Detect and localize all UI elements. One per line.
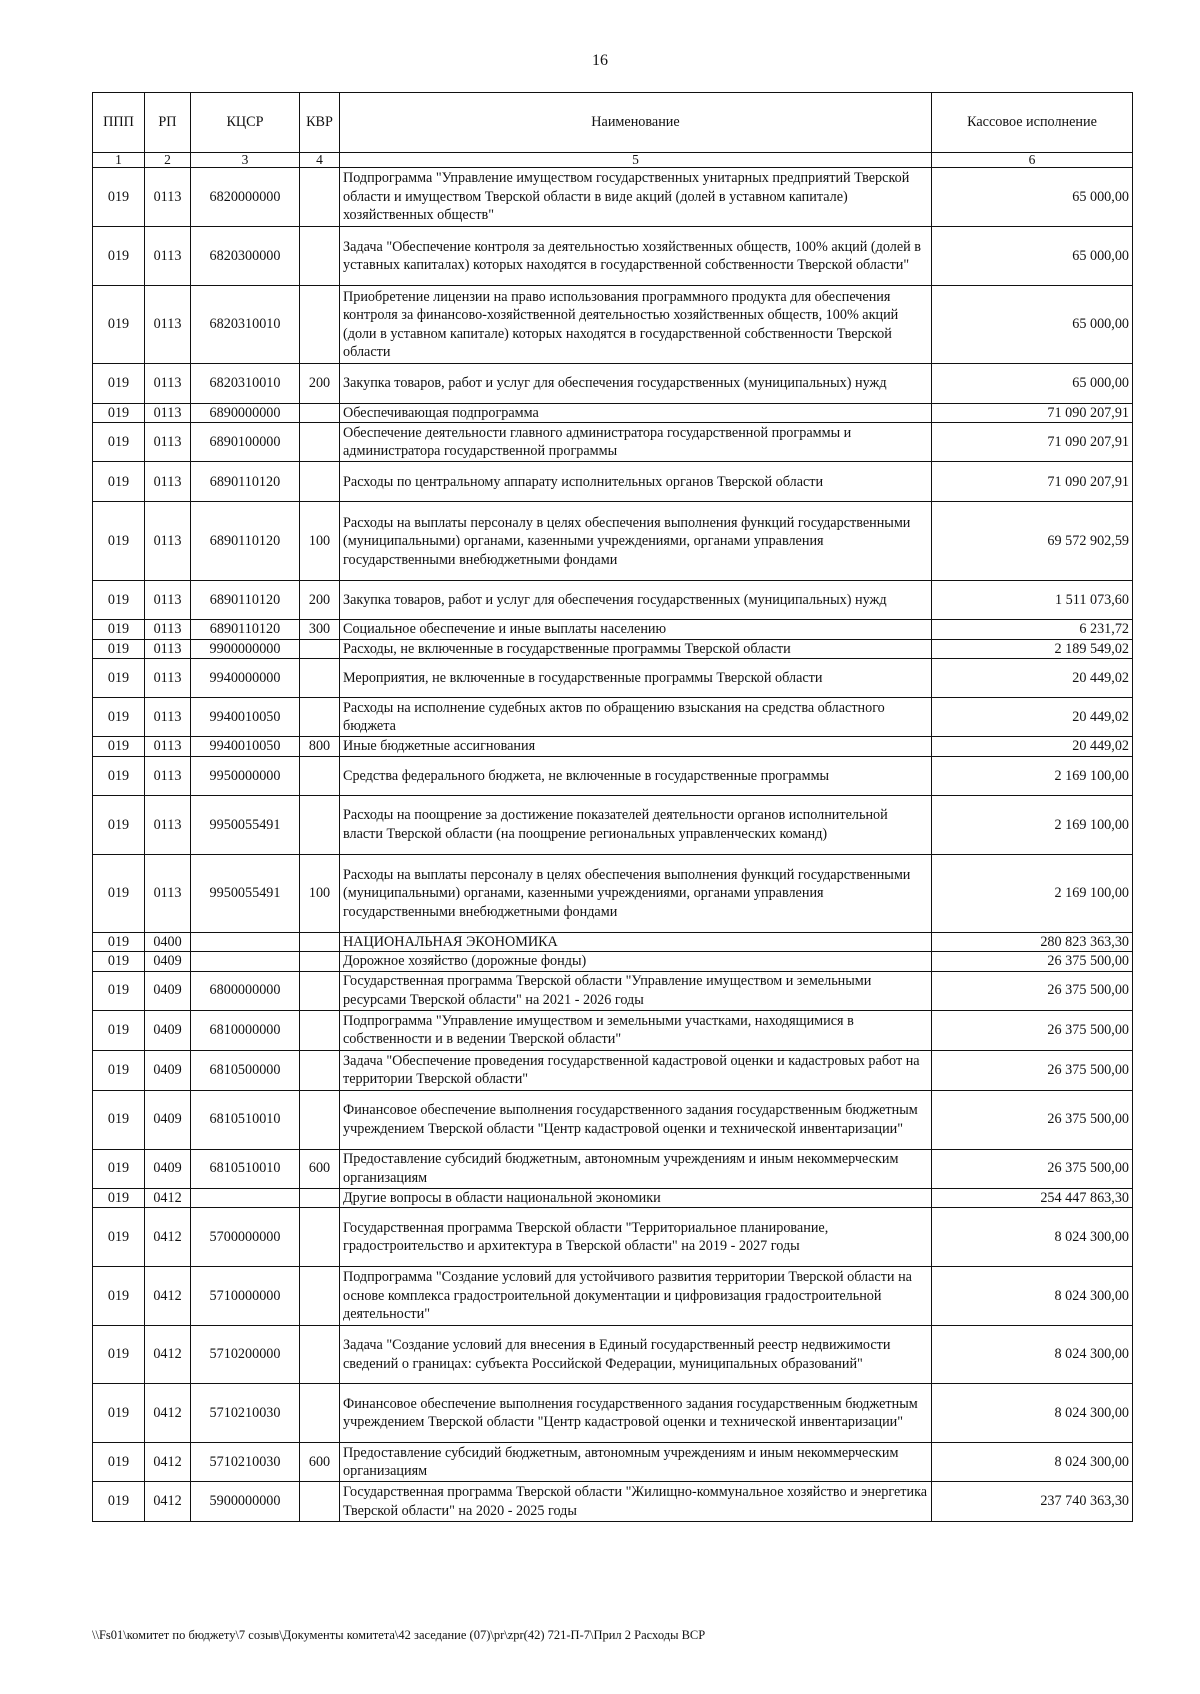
cell-kvr: 100 (300, 854, 340, 932)
cell-name: Расходы на выплаты персоналу в целях обеспечения выполнения функций государственными (муниципальными) органами, казенными учреждениями, органами управления государственными внебюджетными фондами (340, 854, 932, 932)
cell-kvr (300, 952, 340, 971)
cell-name: Государственная программа Тверской области "Территориальное планирование, градостроительство и архитектура в Тверской области" на 2019 - 2027 годы (340, 1208, 932, 1267)
cell-ppp: 019 (93, 1188, 145, 1207)
cell-kvr: 300 (300, 620, 340, 639)
table-row (93, 1267, 1133, 1326)
cell-kcsr: 9900000000 (191, 639, 300, 658)
cell-ppp: 019 (93, 227, 145, 286)
cell-kvr: 600 (300, 1149, 340, 1188)
cell-rp: 0409 (145, 1010, 191, 1050)
cell-kvr (300, 1482, 340, 1522)
cell-amount: 6 231,72 (932, 620, 1133, 639)
cell-name: Расходы, не включенные в государственные программы Тверской области (340, 639, 932, 658)
cell-kcsr: 9950055491 (191, 795, 300, 854)
cell-kcsr: 9950000000 (191, 756, 300, 795)
cell-ppp: 019 (93, 698, 145, 737)
header-ppp: ППП (93, 93, 145, 153)
cell-rp: 0412 (145, 1267, 191, 1326)
cell-kvr (300, 1208, 340, 1267)
cell-amount: 26 375 500,00 (932, 1149, 1133, 1188)
cell-rp: 0113 (145, 737, 191, 756)
column-number: 5 (340, 153, 932, 168)
cell-rp: 0409 (145, 952, 191, 971)
cell-rp: 0409 (145, 1090, 191, 1149)
cell-ppp: 019 (93, 1149, 145, 1188)
cell-name: Расходы на исполнение судебных актов по обращению взыскания на средства областного бюджета (340, 698, 932, 737)
cell-kvr (300, 659, 340, 698)
table-row (93, 756, 1133, 795)
cell-name: НАЦИОНАЛЬНАЯ ЭКОНОМИКА (340, 932, 932, 951)
cell-name: Закупка товаров, работ и услуг для обеспечения государственных (муниципальных) нужд (340, 364, 932, 404)
cell-name: Закупка товаров, работ и услуг для обеспечения государственных (муниципальных) нужд (340, 581, 932, 620)
cell-kcsr: 6810510010 (191, 1090, 300, 1149)
cell-ppp: 019 (93, 1208, 145, 1267)
cell-kvr (300, 1267, 340, 1326)
cell-name: Дорожное хозяйство (дорожные фонды) (340, 952, 932, 971)
cell-amount: 71 090 207,91 (932, 462, 1133, 502)
cell-name: Иные бюджетные ассигнования (340, 737, 932, 756)
cell-amount: 26 375 500,00 (932, 952, 1133, 971)
table-row (93, 1010, 1133, 1050)
table-row (93, 423, 1133, 462)
cell-kcsr: 5710210030 (191, 1443, 300, 1482)
cell-name: Обеспечение деятельности главного администратора государственной программы и администратора государственной программы (340, 423, 932, 462)
cell-rp: 0113 (145, 227, 191, 286)
cell-name: Обеспечивающая подпрограмма (340, 404, 932, 423)
cell-kcsr: 6820000000 (191, 168, 300, 227)
cell-amount: 26 375 500,00 (932, 971, 1133, 1010)
cell-kvr (300, 971, 340, 1010)
header-name: Наименование (340, 93, 932, 153)
cell-amount: 8 024 300,00 (932, 1267, 1133, 1326)
file-path-footer: \\Fs01\комитет по бюджету\7 созыв\Документы комитета\42 заседание (07)\pr\zpr(42) 721-П-7\Прил 2 Расходы ВСР (92, 1628, 706, 1642)
cell-name: Социальное обеспечение и иные выплаты населению (340, 620, 932, 639)
cell-kvr (300, 639, 340, 658)
cell-kvr (300, 462, 340, 502)
budget-table (92, 92, 1133, 1522)
cell-amount: 8 024 300,00 (932, 1326, 1133, 1384)
cell-rp: 0113 (145, 404, 191, 423)
cell-amount: 71 090 207,91 (932, 423, 1133, 462)
cell-kvr (300, 1188, 340, 1207)
cell-amount: 26 375 500,00 (932, 1050, 1133, 1090)
cell-kcsr: 5710200000 (191, 1326, 300, 1384)
cell-ppp: 019 (93, 1443, 145, 1482)
cell-amount: 69 572 902,59 (932, 502, 1133, 581)
cell-kvr: 200 (300, 364, 340, 404)
cell-ppp: 019 (93, 581, 145, 620)
cell-amount: 280 823 363,30 (932, 932, 1133, 951)
cell-amount: 237 740 363,30 (932, 1482, 1133, 1522)
table-row (93, 404, 1133, 423)
header-amount: Кассовое исполнение (932, 93, 1133, 153)
cell-ppp: 019 (93, 795, 145, 854)
cell-kcsr: 6890110120 (191, 620, 300, 639)
cell-rp: 0113 (145, 620, 191, 639)
table-row (93, 462, 1133, 502)
cell-amount: 2 169 100,00 (932, 795, 1133, 854)
cell-kcsr: 6800000000 (191, 971, 300, 1010)
cell-kcsr: 6890100000 (191, 423, 300, 462)
column-number: 6 (932, 153, 1133, 168)
header-kcsr: КЦСР (191, 93, 300, 153)
column-number: 4 (300, 153, 340, 168)
cell-kvr: 100 (300, 502, 340, 581)
cell-rp: 0412 (145, 1326, 191, 1384)
cell-ppp: 019 (93, 364, 145, 404)
table-row (93, 932, 1133, 951)
cell-amount: 8 024 300,00 (932, 1443, 1133, 1482)
column-number-row (93, 153, 1133, 168)
cell-rp: 0113 (145, 364, 191, 404)
cell-kcsr: 5900000000 (191, 1482, 300, 1522)
cell-amount: 26 375 500,00 (932, 1090, 1133, 1149)
cell-amount: 65 000,00 (932, 364, 1133, 404)
cell-rp: 0412 (145, 1482, 191, 1522)
cell-kvr: 800 (300, 737, 340, 756)
table-row (93, 952, 1133, 971)
table-row (93, 639, 1133, 658)
table-row (93, 1188, 1133, 1207)
cell-ppp: 019 (93, 932, 145, 951)
cell-kvr: 600 (300, 1443, 340, 1482)
cell-rp: 0412 (145, 1443, 191, 1482)
table-row (93, 698, 1133, 737)
cell-kvr (300, 698, 340, 737)
cell-rp: 0113 (145, 698, 191, 737)
cell-amount: 20 449,02 (932, 698, 1133, 737)
cell-name: Другие вопросы в области национальной экономики (340, 1188, 932, 1207)
cell-name: Задача "Создание условий для внесения в Единый государственный реестр недвижимости сведений о границах: субъекта Российской Федерации, муниципальных образований" (340, 1326, 932, 1384)
cell-kvr (300, 423, 340, 462)
cell-rp: 0113 (145, 462, 191, 502)
cell-kcsr: 6890110120 (191, 502, 300, 581)
cell-amount: 65 000,00 (932, 168, 1133, 227)
cell-name: Расходы на поощрение за достижение показателей деятельности органов исполнительной власти Тверской области (на поощрение региональных управленческих команд) (340, 795, 932, 854)
table-row (93, 581, 1133, 620)
table-row (93, 286, 1133, 364)
cell-name: Расходы на выплаты персоналу в целях обеспечения выполнения функций государственными (муниципальными) органами, казенными учреждениями, органами управления государственными внебюджетными фондами (340, 502, 932, 581)
cell-ppp: 019 (93, 168, 145, 227)
cell-name: Расходы по центральному аппарату исполнительных органов Тверской области (340, 462, 932, 502)
table-row (93, 1443, 1133, 1482)
cell-kvr (300, 1326, 340, 1384)
cell-kvr (300, 1090, 340, 1149)
cell-ppp: 019 (93, 1326, 145, 1384)
cell-rp: 0113 (145, 659, 191, 698)
table-row (93, 1326, 1133, 1384)
table-row (93, 659, 1133, 698)
cell-kcsr (191, 932, 300, 951)
table-row (93, 1384, 1133, 1443)
cell-rp: 0409 (145, 971, 191, 1010)
cell-kvr (300, 227, 340, 286)
cell-ppp: 019 (93, 1050, 145, 1090)
cell-rp: 0113 (145, 639, 191, 658)
cell-kvr (300, 1384, 340, 1443)
cell-rp: 0412 (145, 1384, 191, 1443)
page-number: 16 (592, 52, 608, 69)
cell-ppp: 019 (93, 462, 145, 502)
cell-ppp: 019 (93, 423, 145, 462)
cell-kcsr: 5700000000 (191, 1208, 300, 1267)
cell-name: Задача "Обеспечение проведения государственной кадастровой оценки и кадастровых работ на территории Тверской области" (340, 1050, 932, 1090)
header-row (93, 93, 1133, 153)
cell-kcsr: 6890000000 (191, 404, 300, 423)
column-number: 2 (145, 153, 191, 168)
header-kvr: КВР (300, 93, 340, 153)
column-number: 3 (191, 153, 300, 168)
header-rp: РП (145, 93, 191, 153)
cell-rp: 0113 (145, 795, 191, 854)
cell-kcsr: 9940000000 (191, 659, 300, 698)
table-row (93, 1090, 1133, 1149)
cell-ppp: 019 (93, 737, 145, 756)
cell-name: Мероприятия, не включенные в государственные программы Тверской области (340, 659, 932, 698)
cell-amount: 26 375 500,00 (932, 1010, 1133, 1050)
cell-kcsr: 5710210030 (191, 1384, 300, 1443)
cell-amount: 1 511 073,60 (932, 581, 1133, 620)
cell-amount: 254 447 863,30 (932, 1188, 1133, 1207)
cell-name: Финансовое обеспечение выполнения государственного задания государственным бюджетным учреждением Тверской области "Центр кадастровой оценки и технической инвентаризации" (340, 1384, 932, 1443)
cell-ppp: 019 (93, 404, 145, 423)
cell-kvr (300, 404, 340, 423)
cell-kcsr: 6820310010 (191, 286, 300, 364)
cell-kvr: 200 (300, 581, 340, 620)
cell-ppp: 019 (93, 639, 145, 658)
cell-name: Государственная программа Тверской области "Управление имуществом и земельными ресурсами Тверской области" на 2021 - 2026 годы (340, 971, 932, 1010)
table-row (93, 168, 1133, 227)
table-row (93, 737, 1133, 756)
cell-name: Предоставление субсидий бюджетным, автономным учреждениям и иным некоммерческим организациям (340, 1149, 932, 1188)
cell-kvr (300, 1050, 340, 1090)
cell-ppp: 019 (93, 620, 145, 639)
cell-ppp: 019 (93, 1010, 145, 1050)
cell-kvr (300, 286, 340, 364)
cell-amount: 20 449,02 (932, 737, 1133, 756)
cell-name: Финансовое обеспечение выполнения государственного задания государственным бюджетным учреждением Тверской области "Центр кадастровой оценки и технической инвентаризации" (340, 1090, 932, 1149)
cell-name: Средства федерального бюджета, не включенные в государственные программы (340, 756, 932, 795)
cell-rp: 0113 (145, 423, 191, 462)
table-body (93, 168, 1133, 1522)
cell-rp: 0412 (145, 1208, 191, 1267)
cell-ppp: 019 (93, 854, 145, 932)
cell-amount: 8 024 300,00 (932, 1384, 1133, 1443)
cell-ppp: 019 (93, 1090, 145, 1149)
cell-kcsr: 5710000000 (191, 1267, 300, 1326)
table-row (93, 502, 1133, 581)
cell-ppp: 019 (93, 1267, 145, 1326)
cell-ppp: 019 (93, 1384, 145, 1443)
table-row (93, 620, 1133, 639)
cell-ppp: 019 (93, 659, 145, 698)
cell-ppp: 019 (93, 502, 145, 581)
cell-kvr (300, 756, 340, 795)
cell-rp: 0412 (145, 1188, 191, 1207)
cell-rp: 0113 (145, 168, 191, 227)
table-row (93, 227, 1133, 286)
cell-kcsr: 9940010050 (191, 698, 300, 737)
table-row (93, 1149, 1133, 1188)
cell-ppp: 019 (93, 756, 145, 795)
cell-amount: 2 189 549,02 (932, 639, 1133, 658)
cell-rp: 0113 (145, 502, 191, 581)
table-row (93, 795, 1133, 854)
cell-name: Подпрограмма "Управление имуществом государственных унитарных предприятий Тверской области и имуществом Тверской области в виде акций (долей в уставном капитале) хозяйственных обществ" (340, 168, 932, 227)
cell-name: Задача "Обеспечение контроля за деятельностью хозяйственных обществ, 100% акций (долей в уставных капиталах) которых находятся в государственной собственности Тверской области" (340, 227, 932, 286)
cell-kvr (300, 168, 340, 227)
table-row (93, 364, 1133, 404)
cell-rp: 0113 (145, 286, 191, 364)
cell-rp: 0113 (145, 756, 191, 795)
cell-name: Приобретение лицензии на право использования программного продукта для обеспечения контроля за финансово-хозяйственной деятельностью хозяйственных обществ, 100% акций (доли в уставном капитале) которых находятся в государственной собственности Тверской области (340, 286, 932, 364)
table-row (93, 854, 1133, 932)
cell-kcsr: 6810510010 (191, 1149, 300, 1188)
cell-kcsr (191, 952, 300, 971)
cell-amount: 65 000,00 (932, 227, 1133, 286)
cell-name: Государственная программа Тверской области "Жилищно-коммунальное хозяйство и энергетика Тверской области" на 2020 - 2025 годы (340, 1482, 932, 1522)
cell-ppp: 019 (93, 971, 145, 1010)
cell-kcsr: 9940010050 (191, 737, 300, 756)
cell-kcsr: 6890110120 (191, 462, 300, 502)
cell-rp: 0409 (145, 1149, 191, 1188)
cell-rp: 0400 (145, 932, 191, 951)
cell-amount: 8 024 300,00 (932, 1208, 1133, 1267)
table-row (93, 1208, 1133, 1267)
table-row (93, 971, 1133, 1010)
cell-kcsr (191, 1188, 300, 1207)
cell-name: Подпрограмма "Управление имуществом и земельными участками, находящимися в собственности и в ведении Тверской области" (340, 1010, 932, 1050)
cell-kcsr: 6820300000 (191, 227, 300, 286)
cell-amount: 65 000,00 (932, 286, 1133, 364)
cell-amount: 20 449,02 (932, 659, 1133, 698)
cell-ppp: 019 (93, 952, 145, 971)
table-row (93, 1482, 1133, 1522)
cell-kvr (300, 932, 340, 951)
cell-rp: 0113 (145, 581, 191, 620)
cell-kvr (300, 1010, 340, 1050)
cell-ppp: 019 (93, 1482, 145, 1522)
cell-amount: 2 169 100,00 (932, 854, 1133, 932)
cell-kvr (300, 795, 340, 854)
cell-name: Предоставление субсидий бюджетным, автономным учреждениям и иным некоммерческим организациям (340, 1443, 932, 1482)
cell-amount: 2 169 100,00 (932, 756, 1133, 795)
cell-rp: 0409 (145, 1050, 191, 1090)
cell-name: Подпрограмма "Создание условий для устойчивого развития территории Тверской области на основе комплекса градостроительной документации и цифровизация градостроительной деятельности" (340, 1267, 932, 1326)
cell-rp: 0113 (145, 854, 191, 932)
cell-kcsr: 6820310010 (191, 364, 300, 404)
cell-kcsr: 6890110120 (191, 581, 300, 620)
cell-kcsr: 6810000000 (191, 1010, 300, 1050)
cell-amount: 71 090 207,91 (932, 404, 1133, 423)
cell-kcsr: 6810500000 (191, 1050, 300, 1090)
table-row (93, 1050, 1133, 1090)
cell-ppp: 019 (93, 286, 145, 364)
cell-kcsr: 9950055491 (191, 854, 300, 932)
column-number: 1 (93, 153, 145, 168)
